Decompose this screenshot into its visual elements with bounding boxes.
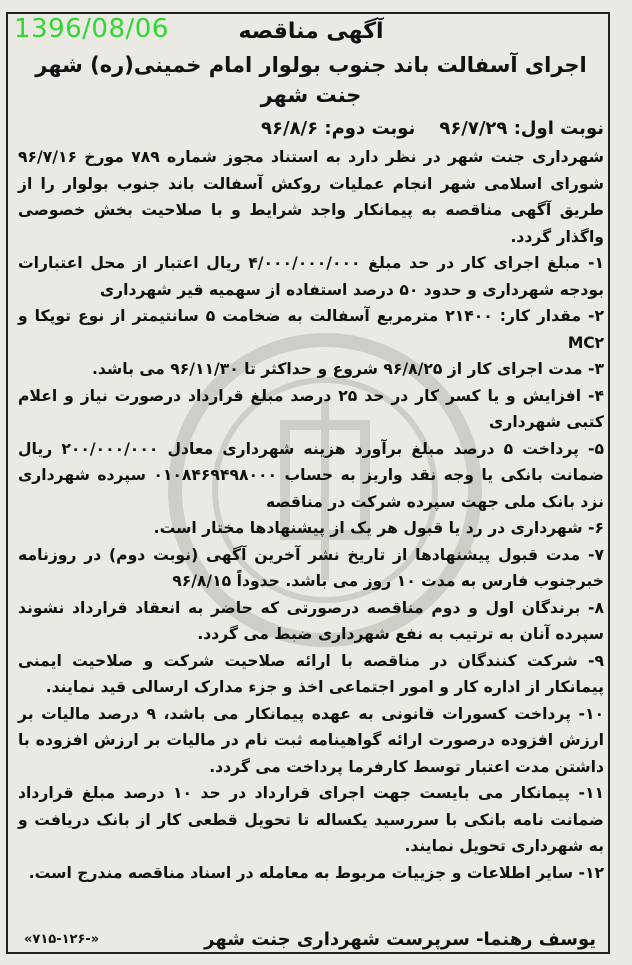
ad-title: آگهی مناقصه xyxy=(238,19,384,44)
ad-code: «۷۱۵-۱۲۶-» xyxy=(24,931,100,947)
ad-intro: شهرداری جنت شهر در نظر دارد به استناد مجوز شماره ۷۸۹ مورخ ۹۶/۷/۱۶ شورای اسلامی شهر انجام عملیات روکش آسفالت باند جنوب بولوار را از طریق آگهی مناقصه به پیمانکار واجد شرایط و با صلاحیت بخش خصوصی واگذار گردد. xyxy=(18,148,604,246)
signature-row xyxy=(18,925,604,953)
list-item: ۱۱- پیمانکار می بایست جهت اجرای قرارداد در حد ۱۰ درصد مبلغ قرارداد ضمانت نامه بانکی با سررسید یکساله تا تحویل قطعی کار از بانک دریافت و به شهرداری تحویل نمایند. xyxy=(18,784,604,855)
date-stamp: 1396/08/06 xyxy=(14,14,169,44)
list-item: ۲- مقدار کار: ۲۱۴۰۰ مترمربع آسفالت به ضخامت ۵ سانتیمتر از نوع توپکا و MC۲ xyxy=(18,307,604,352)
list-item: ۶- شهرداری در رد یا قبول هر یک از پیشنهادها مختار است. xyxy=(153,519,604,537)
ad-body xyxy=(18,18,604,886)
list-item: ۳- مدت اجرای کار از ۹۶/۸/۲۵ شروع و حداکثر تا ۹۶/۱۱/۳۰ می باشد. xyxy=(91,360,604,378)
list-item: ۸- برندگان اول و دوم مناقصه درصورتی که حاضر به انعقاد قرارداد نشوند سپرده آنان به ترتیب به نفع شهرداری ضبط می گردد. xyxy=(18,598,604,643)
round-two: نوبت دوم: ۹۶/۸/۶ xyxy=(261,118,416,139)
round-one: نوبت اول: ۹۶/۷/۲۹ xyxy=(439,118,604,139)
list-item: ۹- شرکت کنندگان در مناقصه با ارائه صلاحیت شرکت و صلاحیت ایمنی پیمانکار از اداره کار و امور اجتماعی اخذ و جزء مدارک ارسالی قید نمایند. xyxy=(18,651,604,696)
list-item: ۴- افزایش و یا کسر کار در حد ۲۵ درصد مبلغ قرارداد درصورت نیاز و اعلام کتبی شهرداری xyxy=(18,386,604,431)
publication-rounds xyxy=(18,116,604,142)
ad-subtitle: اجرای آسفالت باند جنوب بولوار امام خمینی(ره) شهر جنت شهر xyxy=(35,53,587,107)
list-item: ۱- مبلغ اجرای کار در حد مبلغ ۴/۰۰۰/۰۰۰/۰۰۰ ریال اعتبار از محل اعتبارات بودجه شهرداری و حدود ۵۰ درصد استفاده از سهمیه قیر شهرداری xyxy=(18,254,604,299)
list-item: ۵- پرداخت ۵ درصد مبلغ برآورد هزینه شهرداری معادل ۲۰۰/۰۰۰/۰۰۰ ریال ضمانت بانکی یا وجه نقد واریز به حساب ۰۱۰۸۴۶۹۴۹۸۰۰۰ سپرده شهرداری نزد بانک ملی جهت سپرده شرکت در مناقصه xyxy=(18,439,604,511)
list-item: ۱۲- سایر اطلاعات و جزییات مربوط به معامله در اسناد مناقصه مندرج است. xyxy=(28,863,604,882)
list-item: ۱۰- پرداخت کسورات قانونی به عهده پیمانکار می باشد، ۹ درصد مالیات بر ارزش افزوده درصورت ارائه گواهینامه ثبت نام در مالیات بر ارزش افزوده با داشتن مدت اعتبار توسط کارفرما پرداخت می گردد. xyxy=(18,704,605,776)
signature: یوسف رهنما- سرپرست شهرداری جنت شهر xyxy=(204,928,596,950)
list-item: ۷- مدت قبول پیشنهادها از تاریخ نشر آخرین آگهی (نوبت دوم) در روزنامه خبرجنوب فارس به مدت ۱۰ روز می باشد. حدوداً ۹۶/۸/۱۵ xyxy=(18,545,604,590)
